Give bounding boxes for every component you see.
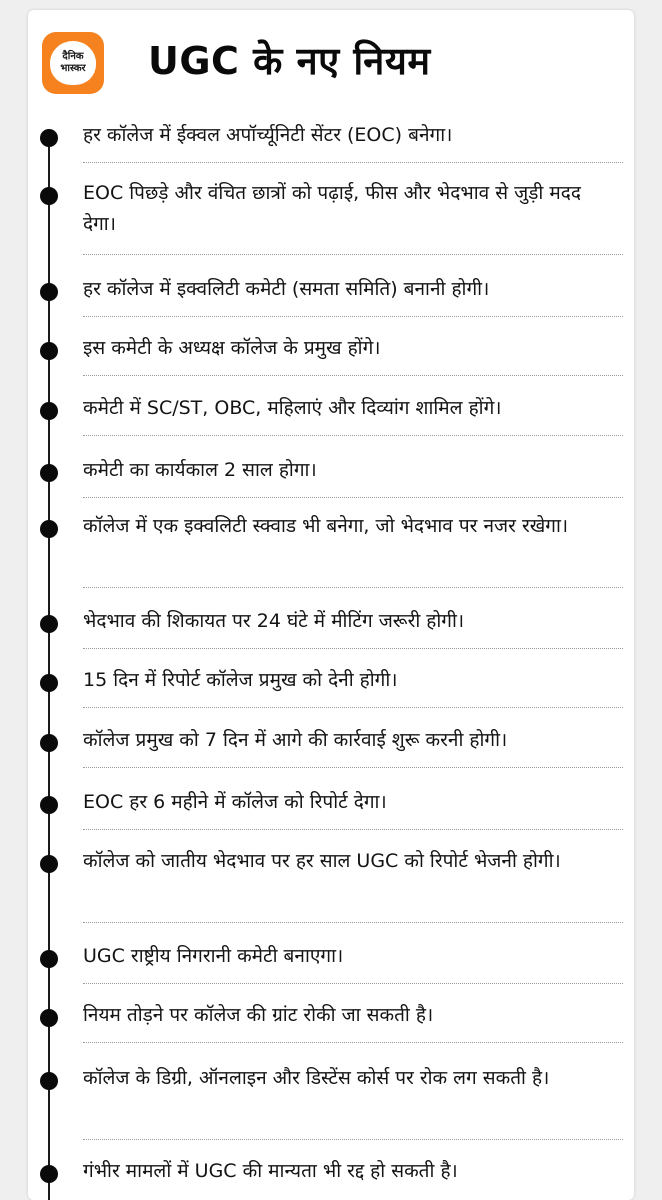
divider xyxy=(83,829,623,830)
bullet-icon xyxy=(40,1009,58,1027)
rule-text: कमेटी में SC/ST, OBC, महिलाएं और दिव्यांग शामिल होंगे। xyxy=(83,397,502,419)
divider xyxy=(83,1139,623,1140)
header xyxy=(28,10,634,100)
rule-text: गंभीर मामलों में UGC की मान्यता भी रद्द हो सकती है। xyxy=(83,1160,458,1182)
rule-text: कॉलेज के डिग्री, ऑनलाइन और डिस्टेंस कोर्स पर रोक लग सकती है। xyxy=(83,1067,550,1089)
bullet-icon xyxy=(40,1072,58,1090)
page-title: UGC के नए नियम xyxy=(148,39,431,83)
bullet-icon xyxy=(40,796,58,814)
bullet-icon xyxy=(40,734,58,752)
dainik-bhaskar-logo xyxy=(42,32,104,94)
logo-wordmark xyxy=(50,41,96,85)
divider xyxy=(83,922,623,923)
bullet-icon xyxy=(40,855,58,873)
rule-text: कॉलेज प्रमुख को 7 दिन में आगे की कार्रवाई शुरू करनी होगी। xyxy=(83,729,508,751)
rule-text: कॉलेज को जातीय भेदभाव पर हर साल UGC को रिपोर्ट भेजनी होगी। xyxy=(83,850,561,872)
logo-line-1: दैनिक xyxy=(62,51,84,62)
divider xyxy=(83,375,623,376)
rule-text: 15 दिन में रिपोर्ट कॉलेज प्रमुख को देनी होगी। xyxy=(83,669,398,691)
divider xyxy=(83,587,623,588)
divider xyxy=(83,707,623,708)
bullet-icon xyxy=(40,283,58,301)
logo-line-2: भास्कर xyxy=(60,63,86,74)
rule-text: UGC राष्ट्रीय निगरानी कमेटी बनाएगा। xyxy=(83,945,344,967)
divider xyxy=(83,497,623,498)
bullet-icon xyxy=(40,464,58,482)
rule-text: नियम तोड़ने पर कॉलेज की ग्रांट रोकी जा सकती है। xyxy=(83,1004,434,1026)
bullet-icon xyxy=(40,1165,58,1183)
divider xyxy=(83,767,623,768)
divider xyxy=(83,162,623,163)
rule-text: EOC हर 6 महीने में कॉलेज को रिपोर्ट देगा। xyxy=(83,791,387,813)
bullet-icon xyxy=(40,129,58,147)
rule-text: हर कॉलेज में इक्वलिटी कमेटी (समता समिति) बनानी होगी। xyxy=(83,278,490,300)
rule-text: भेदभाव की शिकायत पर 24 घंटे में मीटिंग जरूरी होगी। xyxy=(83,610,465,632)
rule-text: कॉलेज में एक इक्वलिटी स्क्वाड भी बनेगा, जो भेदभाव पर नजर रखेगा। xyxy=(83,515,569,537)
divider xyxy=(83,254,623,255)
divider xyxy=(83,648,623,649)
divider xyxy=(83,1042,623,1043)
bullet-icon xyxy=(40,342,58,360)
rule-text: हर कॉलेज में ईक्वल अपॉर्च्यूनिटी सेंटर (EOC) बनेगा। xyxy=(83,124,453,146)
rule-text: कमेटी का कार्यकाल 2 साल होगा। xyxy=(83,459,317,481)
bullet-icon xyxy=(40,950,58,968)
divider xyxy=(83,983,623,984)
divider xyxy=(83,316,623,317)
infographic-card xyxy=(28,10,634,1200)
bullet-icon xyxy=(40,402,58,420)
bullet-icon xyxy=(40,187,58,205)
bullet-icon xyxy=(40,520,58,538)
rule-text: EOC पिछड़े और वंचित छात्रों को पढ़ाई, फीस और भेदभाव से जुड़ी मदद देगा। xyxy=(83,182,581,235)
bullet-icon xyxy=(40,674,58,692)
bullet-icon xyxy=(40,615,58,633)
divider xyxy=(83,435,623,436)
rule-text: इस कमेटी के अध्यक्ष कॉलेज के प्रमुख होंगे। xyxy=(83,337,381,359)
